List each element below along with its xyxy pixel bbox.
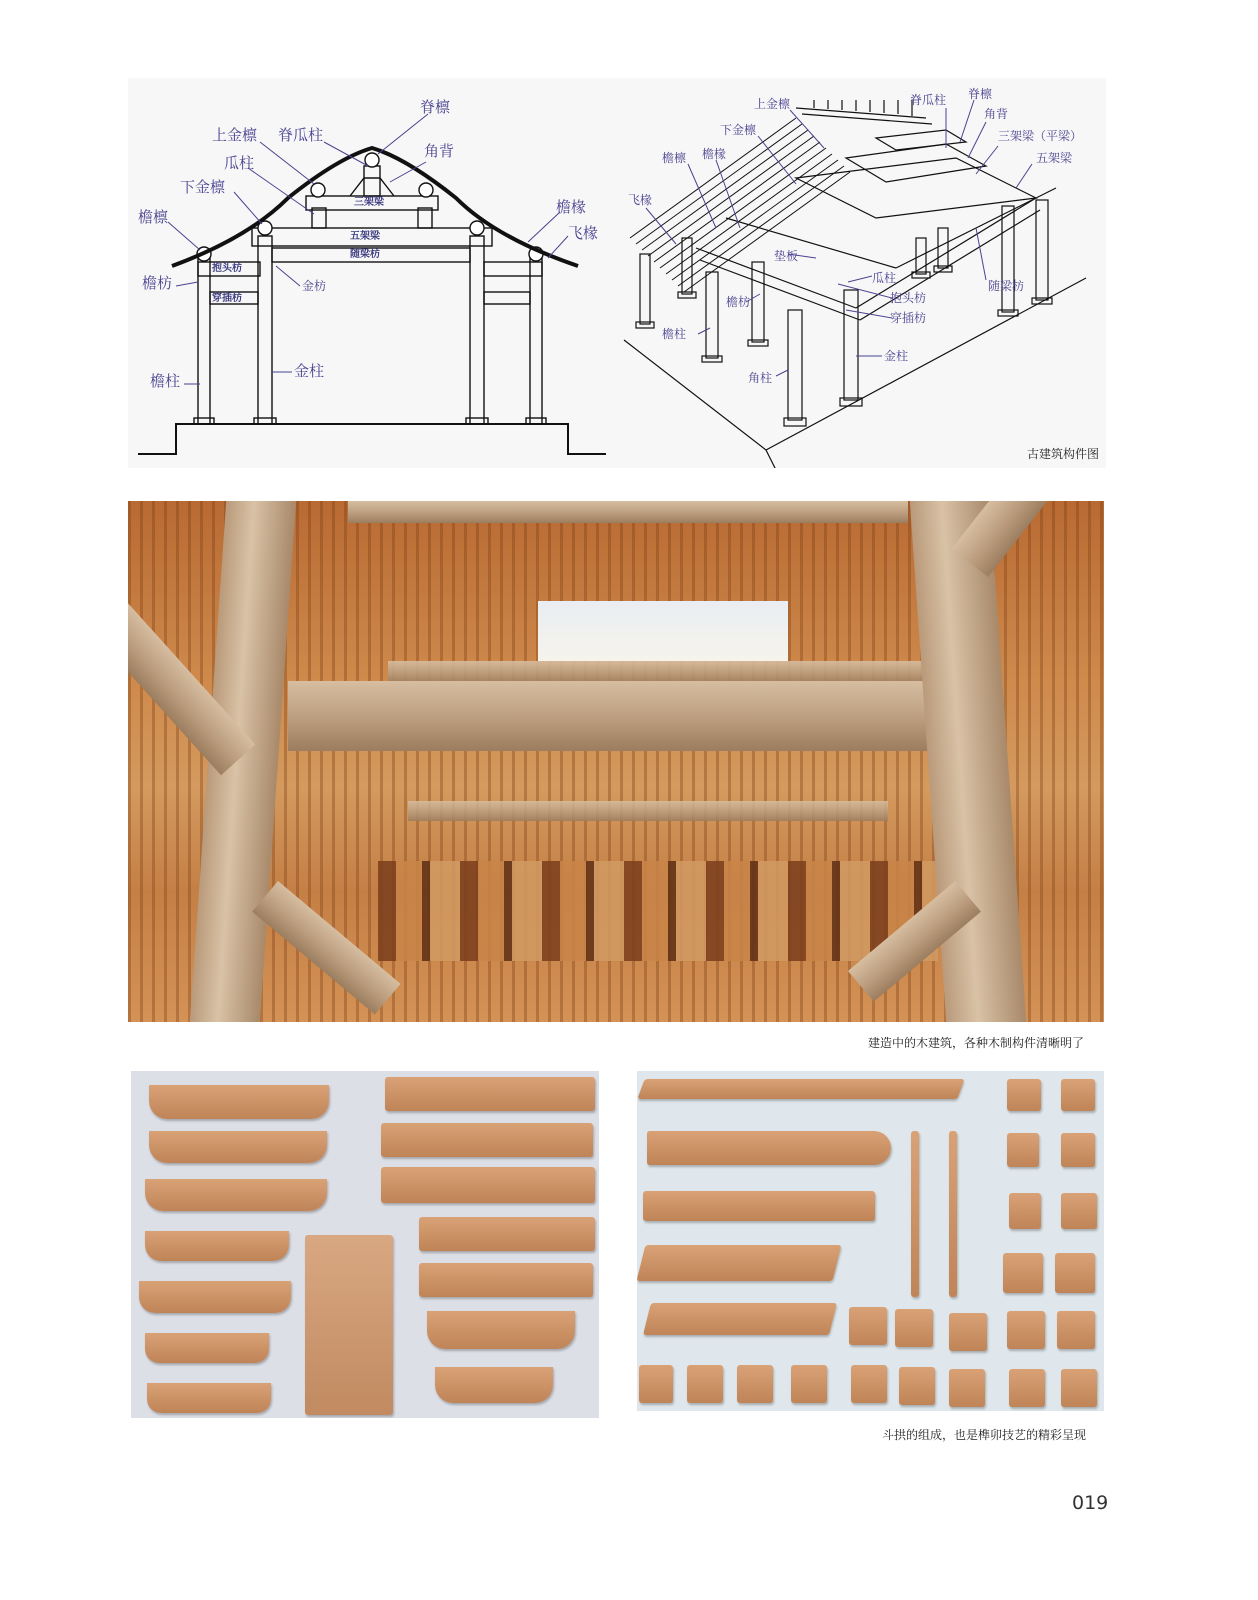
photo-piece xyxy=(435,1367,553,1403)
label-jiao-bei: 角背 xyxy=(424,142,455,160)
label-jin-zhu: 金柱 xyxy=(294,362,325,380)
p-label-shang-jin-lin: 上金檩 xyxy=(754,97,791,111)
photo-arm xyxy=(647,1131,891,1165)
photo-block xyxy=(737,1365,773,1403)
p-label-yan-fang: 檐枋 xyxy=(726,295,751,309)
photo-left-column xyxy=(190,501,296,1022)
beam-label-wu-jia-liang: 五架梁 xyxy=(350,231,380,242)
photo-piece xyxy=(385,1077,595,1111)
label-gua-zhu: 瓜柱 xyxy=(224,154,255,172)
beam-label-san-jia-liang: 三架梁 xyxy=(354,197,384,208)
photo-piece xyxy=(381,1167,595,1203)
section-diagram xyxy=(128,78,616,468)
photo-piece xyxy=(139,1281,291,1313)
photo-sky-opening xyxy=(538,601,788,661)
photo-block xyxy=(851,1365,887,1403)
label-ji-gua-zhu: 脊瓜柱 xyxy=(278,126,324,144)
photo-block xyxy=(849,1307,887,1345)
p-label-ji-lin: 脊檩 xyxy=(968,87,993,101)
photo-block xyxy=(949,1369,985,1407)
photo-block xyxy=(1009,1369,1045,1407)
photo-block xyxy=(791,1365,827,1403)
label-shang-jin-lin: 上金檩 xyxy=(212,126,258,144)
photo-arm xyxy=(637,1245,841,1281)
p-label-san-jia-liang: 三架梁（平梁） xyxy=(998,129,1083,143)
caption-diagrams: 古建筑构件图 xyxy=(1027,447,1100,461)
p-label-chuan-cha-fang: 穿插枋 xyxy=(890,311,927,325)
photo-block xyxy=(1061,1369,1097,1407)
photo-upper-tie xyxy=(348,501,908,523)
photo-block xyxy=(687,1365,723,1403)
caption-structure-photo: 建造中的木建筑，各种木制构件清晰明了 xyxy=(868,1036,1085,1050)
p-label-ji-gua-zhu: 脊瓜柱 xyxy=(910,93,947,107)
p-label-jin-zhu: 金柱 xyxy=(884,349,909,363)
photo-piece xyxy=(381,1123,593,1157)
photo-piece xyxy=(149,1131,327,1163)
photo-piece xyxy=(419,1263,593,1297)
photo-piece xyxy=(149,1085,329,1119)
photo-block xyxy=(1061,1193,1097,1229)
beam-label-bao-tou-fang: 抱头枋 xyxy=(212,263,242,274)
photo-block xyxy=(1009,1193,1041,1229)
photo-block xyxy=(1003,1253,1043,1293)
label-xia-jin-lin: 下金檩 xyxy=(180,178,226,196)
p-label-jiao-bei: 角背 xyxy=(984,107,1009,121)
p-label-jiao-zhu: 角柱 xyxy=(748,371,773,385)
p-label-gua-zhu: 瓜柱 xyxy=(872,271,897,285)
label-yan-chuan: 檐椽 xyxy=(556,198,587,216)
photo-block xyxy=(639,1365,673,1403)
photo-block xyxy=(1055,1253,1095,1293)
photo-arm xyxy=(643,1191,875,1221)
beam-label-chuan-cha-fang: 穿插枋 xyxy=(212,293,242,304)
label-jin-fang: 金枋 xyxy=(302,279,327,293)
photo-block xyxy=(305,1235,393,1415)
caption-dougong-photo: 斗拱的组成，也是榫卯技艺的精彩呈现 xyxy=(882,1428,1087,1442)
bracket-pieces-photo-left xyxy=(131,1071,599,1418)
p-label-sui-liang-fang: 随梁枋 xyxy=(988,279,1025,293)
photo-main-beam xyxy=(288,681,988,751)
section-diagram-drawing xyxy=(128,78,616,468)
perspective-diagram xyxy=(616,78,1106,468)
p-label-bao-tou-fang: 抱头枋 xyxy=(890,291,927,305)
photo-block xyxy=(899,1367,935,1405)
photo-rod xyxy=(911,1131,919,1297)
photo-piece xyxy=(147,1383,271,1413)
bracket-pieces-photo-right xyxy=(637,1071,1104,1411)
photo-block xyxy=(895,1309,933,1347)
photo-bracket-band xyxy=(378,861,938,961)
p-label-yan-zhu: 檐柱 xyxy=(662,327,687,341)
p-label-fei-chuan: 飞椽 xyxy=(628,193,653,207)
label-yan-fang: 檐枋 xyxy=(142,274,173,292)
photo-arm xyxy=(637,1079,964,1099)
photo-block xyxy=(949,1313,987,1351)
p-label-dian-ban: 垫板 xyxy=(774,249,799,263)
photo-block xyxy=(1057,1311,1095,1349)
photo-block xyxy=(1007,1311,1045,1349)
photo-block xyxy=(1061,1079,1095,1111)
label-fei-chuan: 飞椽 xyxy=(568,224,599,242)
photo-piece xyxy=(419,1217,595,1251)
label-yan-lin: 檐檩 xyxy=(138,208,169,226)
photo-piece xyxy=(145,1333,269,1363)
photo-lower-beam xyxy=(408,801,888,821)
p-label-wu-jia-liang: 五架梁 xyxy=(1036,151,1073,165)
p-label-xia-jin-lin: 下金檩 xyxy=(720,123,757,137)
p-label-yan-chuan: 檐椽 xyxy=(702,147,727,161)
photo-mid-tie xyxy=(388,661,928,683)
photo-piece xyxy=(427,1311,575,1349)
p-label-yan-lin: 檐檩 xyxy=(662,151,687,165)
photo-arm xyxy=(643,1303,837,1335)
label-yan-zhu: 檐柱 xyxy=(150,372,181,390)
photo-piece xyxy=(145,1231,289,1261)
photo-piece xyxy=(145,1179,327,1211)
photo-block xyxy=(1061,1133,1095,1167)
page-number: 019 xyxy=(1072,1492,1109,1514)
photo-block xyxy=(1007,1133,1039,1167)
photo-rod xyxy=(949,1131,957,1297)
beam-label-sui-liang-fang: 随梁枋 xyxy=(350,249,380,260)
label-ji-lin: 脊檩 xyxy=(420,98,451,116)
photo-block xyxy=(1007,1079,1041,1111)
timber-structure-photo xyxy=(128,501,1104,1022)
